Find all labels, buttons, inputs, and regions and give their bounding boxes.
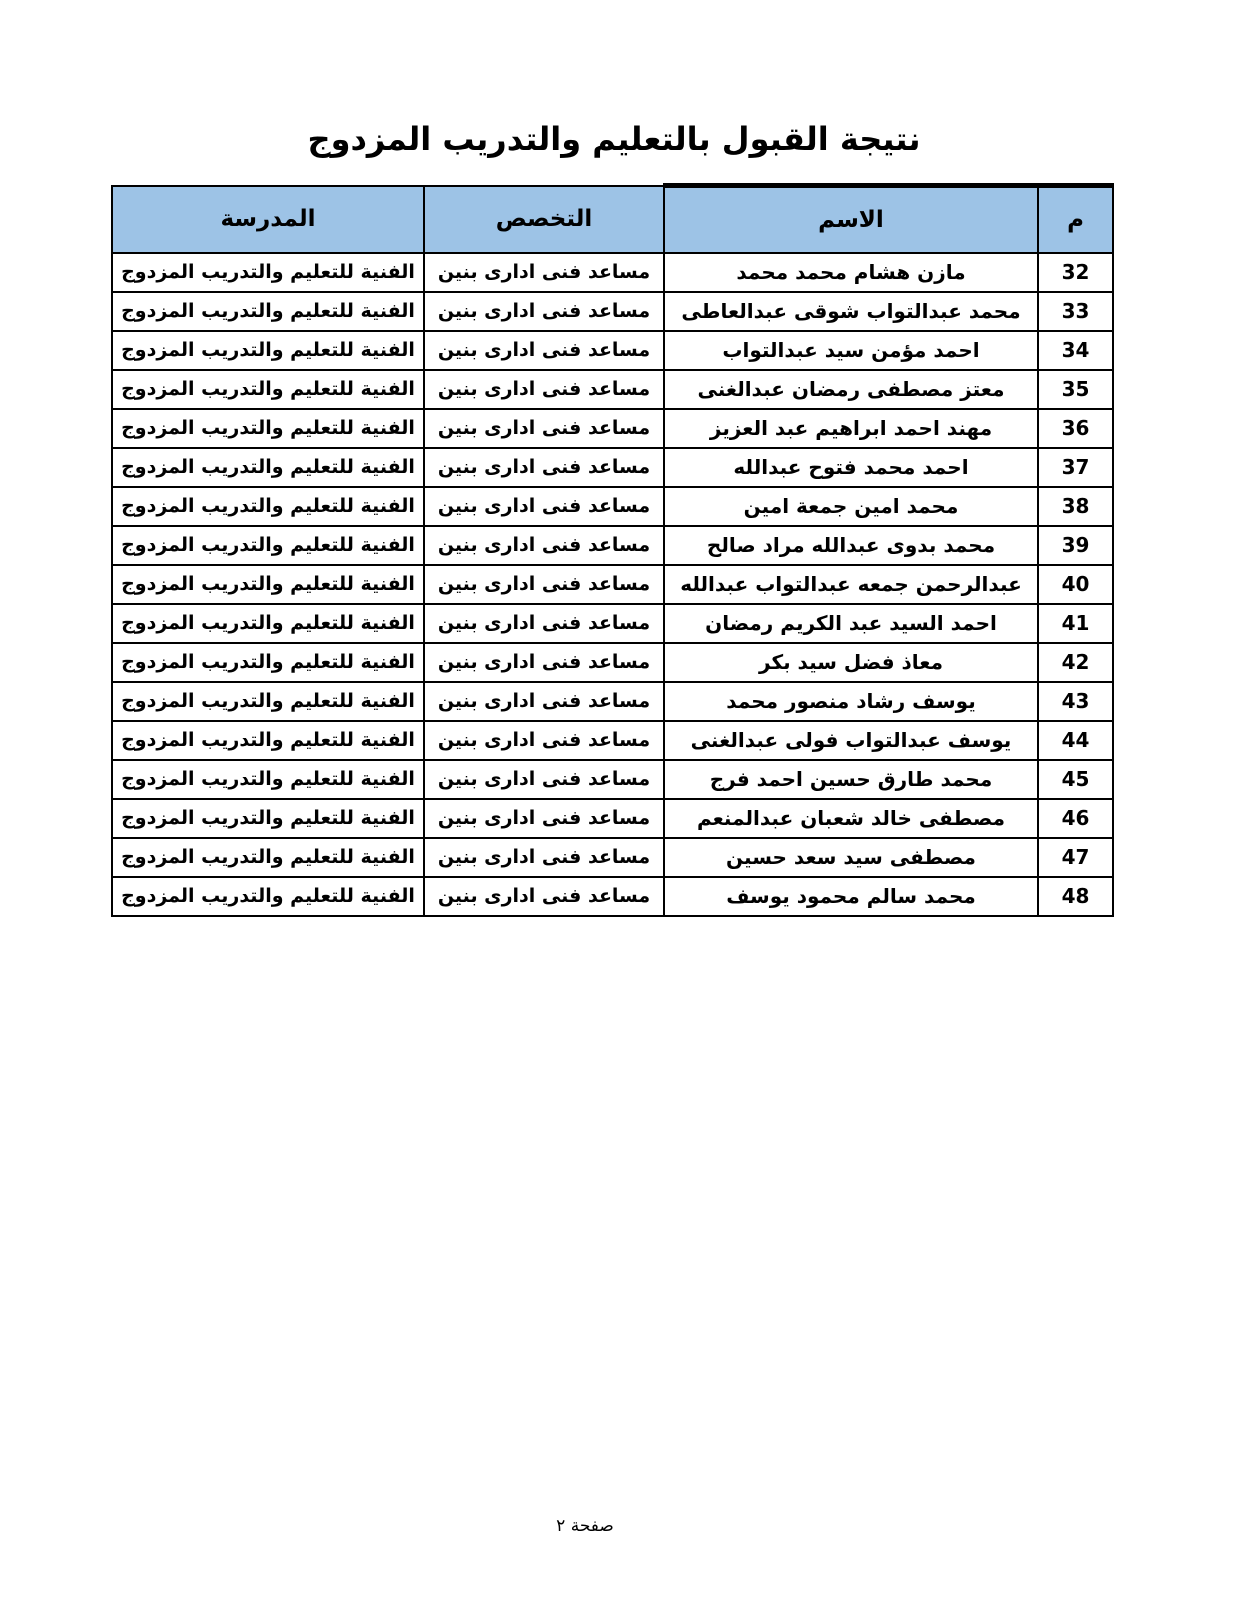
row-number: 39 — [1038, 526, 1113, 565]
row-specialization: مساعد فنى ادارى بنين — [424, 448, 664, 487]
table-row — [112, 760, 1113, 799]
row-number: 47 — [1038, 838, 1113, 877]
row-number: 46 — [1038, 799, 1113, 838]
header-row — [112, 186, 1113, 253]
row-specialization: مساعد فنى ادارى بنين — [424, 682, 664, 721]
row-number: 32 — [1038, 253, 1113, 292]
row-specialization: مساعد فنى ادارى بنين — [424, 565, 664, 604]
row-school: الفنية للتعليم والتدريب المزدوج — [112, 292, 424, 331]
row-number: 48 — [1038, 877, 1113, 916]
student-name: محمد امين جمعة امين — [664, 487, 1038, 526]
row-specialization: مساعد فنى ادارى بنين — [424, 760, 664, 799]
table-row — [112, 526, 1113, 565]
row-number: 37 — [1038, 448, 1113, 487]
table-row — [112, 409, 1113, 448]
header-specialization: التخصص — [424, 186, 664, 253]
row-number: 38 — [1038, 487, 1113, 526]
header-school: المدرسة — [112, 186, 424, 253]
row-number: 41 — [1038, 604, 1113, 643]
row-specialization: مساعد فنى ادارى بنين — [424, 370, 664, 409]
header-number: م — [1038, 186, 1113, 253]
row-school: الفنية للتعليم والتدريب المزدوج — [112, 370, 424, 409]
table-row — [112, 799, 1113, 838]
row-specialization: مساعد فنى ادارى بنين — [424, 721, 664, 760]
student-name: معاذ فضل سيد بكر — [664, 643, 1038, 682]
row-school: الفنية للتعليم والتدريب المزدوج — [112, 487, 424, 526]
row-number: 40 — [1038, 565, 1113, 604]
student-name: مصطفى سيد سعد حسين — [664, 838, 1038, 877]
student-name: يوسف رشاد منصور محمد — [664, 682, 1038, 721]
student-name: مصطفى خالد شعبان عبدالمنعم — [664, 799, 1038, 838]
row-number: 42 — [1038, 643, 1113, 682]
table-row — [112, 838, 1113, 877]
table-row — [112, 877, 1113, 916]
student-name: مازن هشام محمد محمد — [664, 253, 1038, 292]
student-name: احمد السيد عبد الكريم رمضان — [664, 604, 1038, 643]
row-school: الفنية للتعليم والتدريب المزدوج — [112, 799, 424, 838]
row-school: الفنية للتعليم والتدريب المزدوج — [112, 877, 424, 916]
row-school: الفنية للتعليم والتدريب المزدوج — [112, 565, 424, 604]
row-number: 33 — [1038, 292, 1113, 331]
student-name: احمد مؤمن سيد عبدالتواب — [664, 331, 1038, 370]
row-school: الفنية للتعليم والتدريب المزدوج — [112, 409, 424, 448]
row-number: 35 — [1038, 370, 1113, 409]
table-row — [112, 682, 1113, 721]
row-school: الفنية للتعليم والتدريب المزدوج — [112, 526, 424, 565]
student-name: محمد بدوى عبدالله مراد صالح — [664, 526, 1038, 565]
row-specialization: مساعد فنى ادارى بنين — [424, 409, 664, 448]
page-title: نتيجة القبول بالتعليم والتدريب المزدوج — [307, 120, 921, 158]
row-specialization: مساعد فنى ادارى بنين — [424, 877, 664, 916]
table-row — [112, 721, 1113, 760]
row-specialization: مساعد فنى ادارى بنين — [424, 487, 664, 526]
row-specialization: مساعد فنى ادارى بنين — [424, 331, 664, 370]
table-row — [112, 331, 1113, 370]
table-row — [112, 565, 1113, 604]
student-name: يوسف عبدالتواب فولى عبدالغنى — [664, 721, 1038, 760]
row-number: 43 — [1038, 682, 1113, 721]
header-name: الاسم — [664, 186, 1038, 253]
student-name: عبدالرحمن جمعه عبدالتواب عبدالله — [664, 565, 1038, 604]
student-name: احمد محمد فتوح عبدالله — [664, 448, 1038, 487]
table-row — [112, 253, 1113, 292]
row-school: الفنية للتعليم والتدريب المزدوج — [112, 604, 424, 643]
row-school: الفنية للتعليم والتدريب المزدوج — [112, 838, 424, 877]
row-specialization: مساعد فنى ادارى بنين — [424, 292, 664, 331]
row-specialization: مساعد فنى ادارى بنين — [424, 799, 664, 838]
student-name: معتز مصطفى رمضان عبدالغنى — [664, 370, 1038, 409]
table-body — [112, 253, 1113, 916]
row-specialization: مساعد فنى ادارى بنين — [424, 526, 664, 565]
table-row — [112, 292, 1113, 331]
results-table — [111, 183, 1114, 917]
row-specialization: مساعد فنى ادارى بنين — [424, 253, 664, 292]
row-number: 34 — [1038, 331, 1113, 370]
row-school: الفنية للتعليم والتدريب المزدوج — [112, 682, 424, 721]
student-name: مهند احمد ابراهيم عبد العزيز — [664, 409, 1038, 448]
table-row — [112, 487, 1113, 526]
page-number-footer: صفحة ٢ — [556, 1516, 614, 1536]
row-school: الفنية للتعليم والتدريب المزدوج — [112, 721, 424, 760]
row-school: الفنية للتعليم والتدريب المزدوج — [112, 760, 424, 799]
row-number: 44 — [1038, 721, 1113, 760]
row-specialization: مساعد فنى ادارى بنين — [424, 643, 664, 682]
row-specialization: مساعد فنى ادارى بنين — [424, 604, 664, 643]
student-name: محمد عبدالتواب شوقى عبدالعاطى — [664, 292, 1038, 331]
row-school: الفنية للتعليم والتدريب المزدوج — [112, 253, 424, 292]
row-number: 45 — [1038, 760, 1113, 799]
row-school: الفنية للتعليم والتدريب المزدوج — [112, 331, 424, 370]
row-school: الفنية للتعليم والتدريب المزدوج — [112, 448, 424, 487]
row-school: الفنية للتعليم والتدريب المزدوج — [112, 643, 424, 682]
table-row — [112, 604, 1113, 643]
student-name: محمد طارق حسين احمد فرج — [664, 760, 1038, 799]
student-name: محمد سالم محمود يوسف — [664, 877, 1038, 916]
table-row — [112, 448, 1113, 487]
table-row — [112, 643, 1113, 682]
table-row — [112, 370, 1113, 409]
table-header — [112, 186, 1113, 253]
row-specialization: مساعد فنى ادارى بنين — [424, 838, 664, 877]
row-number: 36 — [1038, 409, 1113, 448]
